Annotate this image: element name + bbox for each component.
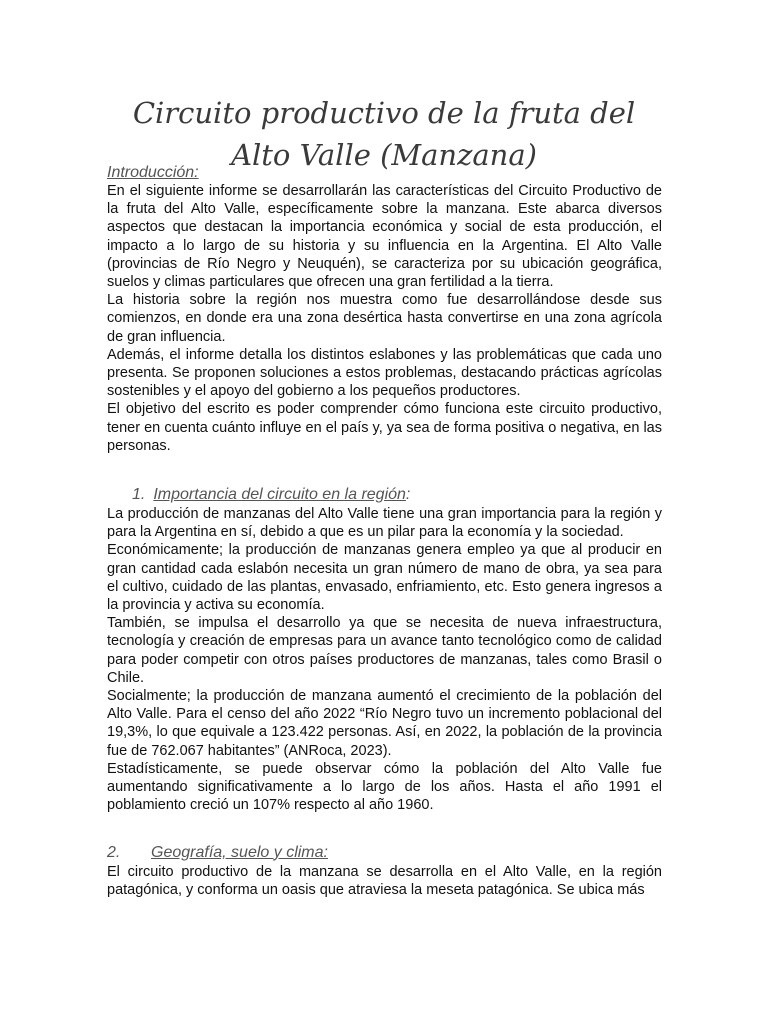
document-title: Circuito productivo de la fruta del Alto Valle (Manzana) [132, 96, 636, 172]
section-2-heading [107, 843, 662, 863]
document-body [107, 164, 662, 899]
section-1-paragraph: Socialmente; la producción de manzana aumentó el crecimiento de la población del Alto Valle. Para el censo del año 2022 “Río Negro tuvo un incremento poblacional del 19,3%, lo que equivale a 123.422 personas. Así, en 2022, la población de la provincia fue de 762.067 habitantes” (ANRoca, 2023). [107, 688, 662, 759]
intro-heading: Introducción: [107, 164, 199, 181]
section-2-number: 2. [107, 843, 121, 861]
section-1-number: 1. [132, 486, 146, 504]
section-1-paragraph: Estadísticamente, se puede observar cómo la población del Alto Valle fue aumentando significativamente a lo largo de los años. Hasta el año 1991 el poblamiento creció un 107% respecto al año 1960. [107, 760, 662, 814]
section-2-paragraph: El circuito productivo de la manzana se desarrolla en el Alto Valle, en la región patagónica, y conforma un oasis que atraviesa la meseta patagónica. Se ubica más [107, 863, 662, 898]
intro-paragraph: Además, el informe detalla los distintos eslabones y las problemáticas que cada uno presenta. Se proponen soluciones a estos problemas, destacando prácticas agrícolas sostenibles y el apoyo del gobierno a los pequeños productores. [107, 346, 662, 400]
section-1-title: Importancia del circuito en la región [153, 486, 406, 504]
section-1-paragraph: Económicamente; la producción de manzanas genera empleo ya que al producir en gran cantidad cada eslabón necesita un gran número de mano de obra, ya sea para el cultivo, cuidado de las plantas, envasado, enfriamiento, etc. Esto genera ingresos a la provincia y activa su economía. [107, 542, 662, 614]
intro-paragraph: En el siguiente informe se desarrollarán las características del Circuito Productivo de la fruta del Alto Valle, específicamente sobre la manzana. Este abarca diversos aspectos que destacan la importancia económica y social de esta producción, el impacto a lo largo de su historia y su influencia en la Argentina. El Alto Valle (provincias de Río Negro y Neuquén), se caracteriza por su ubicación geográfica, suelos y climas particulares que ofrecen una gran fertilidad a la tierra. [107, 183, 662, 291]
intro-paragraph: El objetivo del escrito es poder comprender cómo funciona este circuito productivo, tener en cuenta cuánto influye en el país y, ya sea de forma positiva o negativa, en las personas. [107, 401, 662, 454]
section-2-title: Geografía, suelo y clima: [151, 843, 328, 861]
intro-paragraph: La historia sobre la región nos muestra como fue desarrollándose desde sus comienzos, en donde era una zona desértica hasta convertirse en una zona agrícola de gran influencia. [107, 292, 662, 345]
section-1-heading [132, 485, 662, 505]
section-1-colon: : [405, 486, 411, 504]
section-1-paragraph: La producción de manzanas del Alto Valle tiene una gran importancia para la región y para la Argentina en sí, debido a que es un pilar para la economía y la sociedad. [107, 506, 662, 541]
section-1-paragraph: También, se impulsa el desarrollo ya que se necesita de nueva infraestructura, tecnología y creación de empresas para un avance tanto tecnológico como de calidad para poder competir con otros países productores de manzanas, tales como Brasil o Chile. [107, 615, 662, 686]
